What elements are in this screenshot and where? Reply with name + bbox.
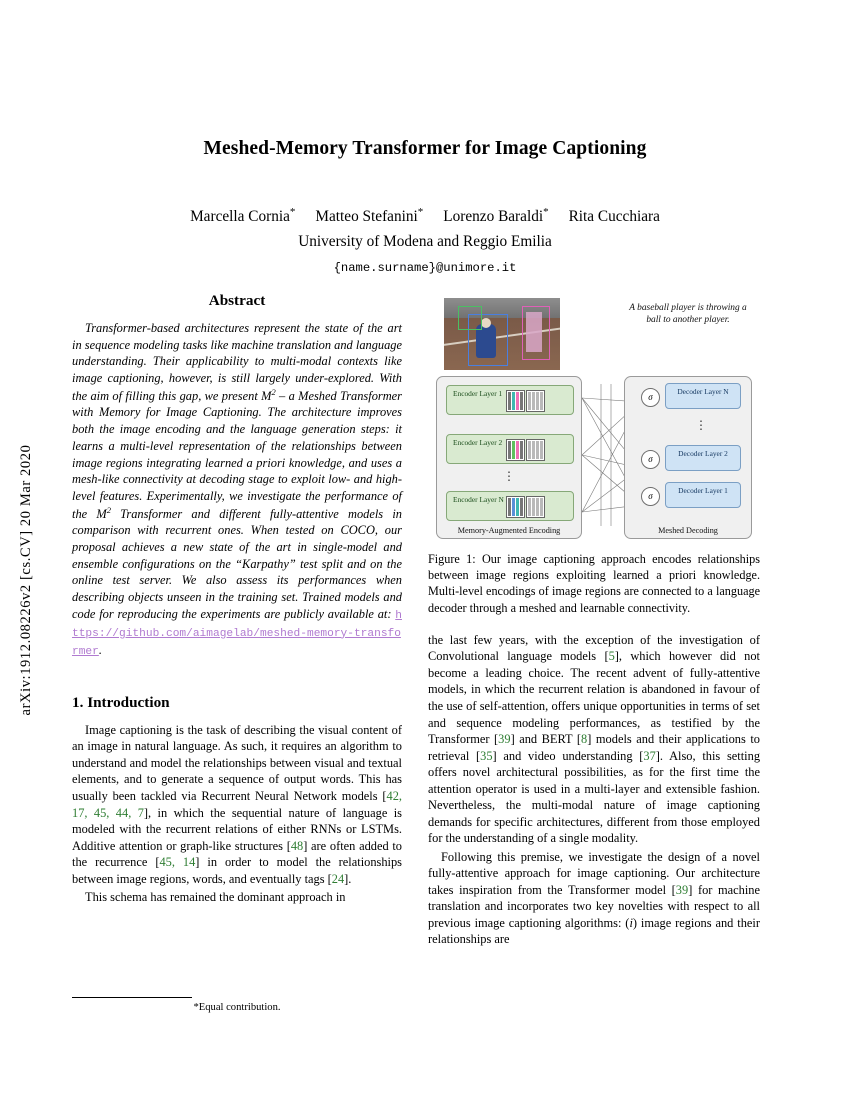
authors-line xyxy=(70,206,780,226)
figure-caption xyxy=(428,551,760,616)
decoder-panel xyxy=(624,376,752,539)
footnote-divider xyxy=(72,997,192,998)
introduction-heading: 1. Introduction xyxy=(72,693,170,711)
intro-text-b: ], in which the sequential nature of language is modeled with the recurrent relations of either RNNs or LSTMs. Additive attention or graph-like structures [ xyxy=(72,805,403,853)
arxiv-stamp: arXiv:1912.08226v2 [cs.CV] 20 Mar 2020 xyxy=(18,444,34,716)
figure-caption-label: Figure 1: xyxy=(428,552,476,566)
abstract-paragraph xyxy=(72,320,402,660)
model-name-1: $M^2$ xyxy=(261,386,276,403)
title-block xyxy=(70,138,780,275)
figure-caption-text: Our image captioning approach encodes relationships between image regions exploiting learned a priori knowledge. Multi-level encodings of image regions are connected to a language decoder through a meshed and learnable connectivity. xyxy=(428,552,760,615)
rp1-c: ] and BERT [ xyxy=(510,732,582,747)
citation-35[interactable]: 35 xyxy=(480,748,493,763)
author-2: Matteo Stefanini* xyxy=(315,206,424,226)
rp1-b: ], which however did not become a leading choice. The recent advent of fully-attentive models, in which the recurrent relation is abandoned in favour of the use of self-attention, offers unique opportunities in terms of set and sequence modeling performances, as testified by the Transformer [ xyxy=(428,649,760,747)
author-2-mark: * xyxy=(417,206,424,218)
decoder-layer-2[interactable]: Decoder Layer 2 xyxy=(665,445,741,471)
intro-text-a: Image captioning is the task of describing the visual content of an image in natural language. As such, it requires an algorithm to understand and model the relationships between visual and textual elements, and to generate a sequence of output words. This has usually been tackled via Recurrent Neural Network models [ xyxy=(72,722,402,803)
image-region-box-pink xyxy=(522,306,550,360)
citation-39-b[interactable]: 39 xyxy=(675,882,689,897)
encoder-layer-2-label: Encoder Layer 2 xyxy=(453,438,503,447)
abstract-heading: Abstract xyxy=(208,292,266,309)
intro-text-c: ] are often added to the recurrence [ xyxy=(72,838,403,870)
abstract-period: . xyxy=(98,642,102,657)
citation-group-2[interactable]: 48 xyxy=(290,838,304,853)
author-3-mark: * xyxy=(543,206,549,218)
intro-text-d: ] in order to model the relationships between image regions, words, and eventually tags [ xyxy=(72,855,403,886)
abstract-text-3: Transformer and different fully-attentive models in comparison with recurrent ones. When tested on COCO, our proposal achieves a new state of the art in single-model and ensemble configurations on the “Karpathy” test split and on the online test server. We also assess its performances when describing objects unseen in the training set. Trained models and code for reproducing the experiments are publicly available at: xyxy=(72,506,402,621)
encoder-panel-label: Memory-Augmented Encoding xyxy=(457,526,561,535)
encoder-layer-1-features xyxy=(506,390,568,412)
rp2-b: ] for machine translation and incorporates two key novelties with respect to all previous image captioning algorithms: ( xyxy=(428,882,760,930)
figure-top-row xyxy=(428,292,760,374)
figure-1 xyxy=(428,292,760,948)
affiliation: University of Modena and Reggio Emilia xyxy=(298,233,552,251)
rp2-a: Following this premise, we investigate the design of a novel fully-attentive approach for image captioning. Our architecture takes inspiration from the Transformer model [ xyxy=(428,849,760,897)
encoder-layer-1-label: Encoder Layer 1 xyxy=(453,389,503,398)
encoder-panel xyxy=(436,376,582,539)
gate-sigma-mid: σ xyxy=(641,450,660,469)
example-image xyxy=(444,298,560,370)
encoder-layer-2-features xyxy=(506,439,568,461)
image-region-box-green xyxy=(458,306,482,330)
rp2-c: ) image regions and their relationships are xyxy=(428,915,760,947)
page-title: Meshed-Memory Transformer for Image Captioning xyxy=(203,138,647,159)
gate-sigma-top: σ xyxy=(641,388,660,407)
author-1: Marcella Cornia* xyxy=(190,206,296,226)
abstract-text-1: Transformer-based architectures represent the state of the art in sequence modeling tasks like machine translation and language understanding. Their applicability to multi-modal contexts like image captioning, however, is still largely under-explored. With the aim of filling this gap, we present xyxy=(72,321,402,403)
encoder-layer-n-features xyxy=(506,496,568,518)
generated-caption-text: A baseball player is throwing a ball to another player. xyxy=(629,303,747,326)
citation-8[interactable]: 8 xyxy=(581,732,588,747)
author-4: Rita Cucchiara xyxy=(568,208,660,226)
citation-group-1[interactable]: 42, 17, 45, 44, 7 xyxy=(72,788,402,820)
intro-text-e: ]. xyxy=(344,871,352,886)
decoder-layer-1[interactable]: Decoder Layer 1 xyxy=(665,482,741,508)
citation-39[interactable]: 39 xyxy=(498,732,511,747)
enum-i: i xyxy=(629,915,633,930)
encoder-layer-n-label: Encoder Layer N xyxy=(453,495,504,504)
citation-5[interactable]: 5 xyxy=(608,649,615,664)
gate-sigma-bottom: σ xyxy=(641,487,660,506)
decoder-ellipsis: ⋮ xyxy=(695,418,709,432)
citation-group-3[interactable]: 45, 14 xyxy=(159,855,196,870)
encoder-layer-n[interactable] xyxy=(446,491,574,521)
rp1-d: ] models and their applications to retrieval [ xyxy=(428,732,761,763)
encoder-layer-1[interactable] xyxy=(446,385,574,415)
citation-37[interactable]: 37 xyxy=(643,748,656,763)
rp1-f: ]. Also, this setting offers novel architectural possibilities, as for the first time the attention operator is used in a multi-layer and extensible fashion. Nevertheless, the multi-modal nature of image captioning demands for specific architectures, different from those employed for the understanding of a single modality. xyxy=(428,748,761,846)
footnote-equal-contribution: *Equal contribution. xyxy=(193,1002,281,1013)
right-paragraph-2 xyxy=(428,849,760,948)
introduction-paragraph-1 xyxy=(72,722,402,887)
decoder-panel-label: Meshed Decoding xyxy=(658,526,718,535)
left-column xyxy=(72,292,402,906)
contact-email: {name.surname}@unimore.it xyxy=(333,261,517,276)
architecture-diagram xyxy=(428,376,760,539)
introduction-paragraph-2: This schema has remained the dominant approach in xyxy=(85,890,346,905)
right-paragraph-1 xyxy=(428,632,760,847)
code-url-link[interactable]: https://github.com/aimagelab/meshed-memory-transformer xyxy=(72,609,402,658)
author-3: Lorenzo Baraldi* xyxy=(443,206,549,226)
citation-group-4[interactable]: 24 xyxy=(331,871,345,886)
model-name-2: $M^2$ xyxy=(96,504,111,521)
rp1-a: the last few years, with the exception of the investigation of Convolutional language models [ xyxy=(428,632,760,664)
rp1-e: ] and video understanding [ xyxy=(492,748,644,763)
right-column-body xyxy=(428,632,760,948)
decoder-layer-n[interactable]: Decoder Layer N xyxy=(665,383,741,409)
abstract-text-2: – a Meshed Transformer with Memory for Image Captioning. The architecture improves both the image encoding and the language generation steps: it learns a multi-level representation of the relationships between image regions integrating learned a priori knowledge, and uses a mesh-like connectivity at decoding stage to exploit low- and high-level features. Experimentally, we investigate the performance of the xyxy=(72,388,402,521)
encoder-layer-2[interactable] xyxy=(446,434,574,464)
encoder-ellipsis: ⋮ xyxy=(503,469,517,483)
author-1-mark: * xyxy=(289,206,296,218)
